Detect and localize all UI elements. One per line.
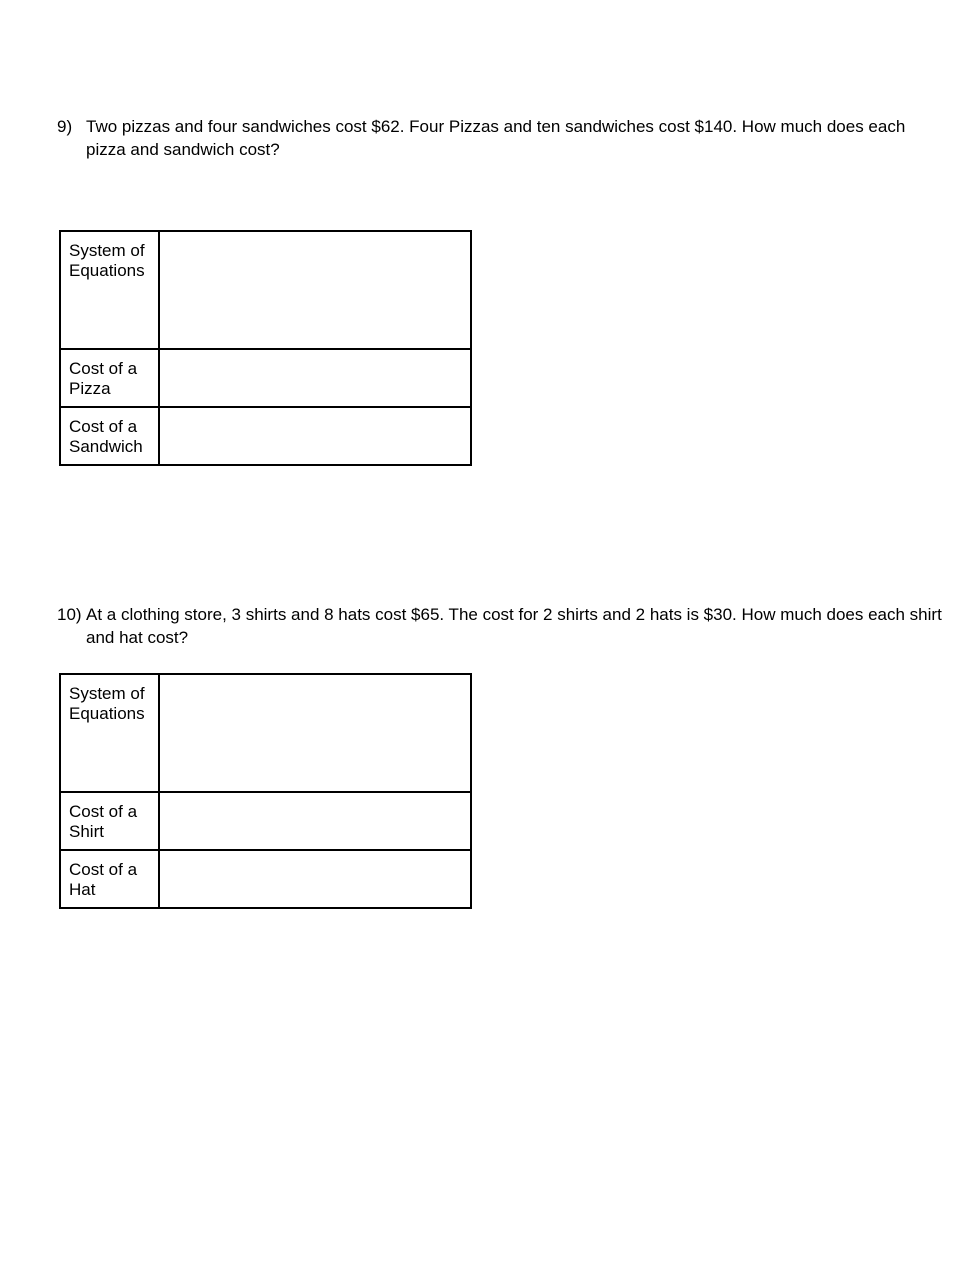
table-row-system <box>60 674 471 792</box>
table-row-pizza <box>60 349 471 407</box>
answer-cell-hat[interactable] <box>159 850 471 908</box>
row-label-system: System of Equations <box>60 674 159 792</box>
answer-table-9 <box>59 230 472 466</box>
problem-question: At a clothing store, 3 shirts and 8 hats cost $65. The cost for 2 shirts and 2 hats is $30. How much does each shirt and hat cost? <box>86 605 942 647</box>
answer-cell-system[interactable] <box>159 674 471 792</box>
row-label-hat: Cost of a Hat <box>60 850 159 908</box>
answer-table-10 <box>59 673 472 909</box>
table-row-shirt <box>60 792 471 850</box>
answer-cell-system[interactable] <box>159 231 471 349</box>
row-label-sandwich: Cost of a Sandwich <box>60 407 159 465</box>
problem-number: 10) <box>57 605 82 624</box>
row-label-system: System of Equations <box>60 231 159 349</box>
answer-cell-shirt[interactable] <box>159 792 471 850</box>
problem-10 <box>57 603 947 649</box>
row-label-shirt: Cost of a Shirt <box>60 792 159 850</box>
row-label-pizza: Cost of a Pizza <box>60 349 159 407</box>
table-row-hat <box>60 850 471 908</box>
problem-number: 9) <box>57 117 73 136</box>
answer-cell-pizza[interactable] <box>159 349 471 407</box>
problem-question: Two pizzas and four sandwiches cost $62. Four Pizzas and ten sandwiches cost $140. How much does each pizza and sandwich cost? <box>86 117 906 159</box>
answer-cell-sandwich[interactable] <box>159 407 471 465</box>
table-row-sandwich <box>60 407 471 465</box>
table-row-system <box>60 231 471 349</box>
problem-9 <box>57 115 947 161</box>
